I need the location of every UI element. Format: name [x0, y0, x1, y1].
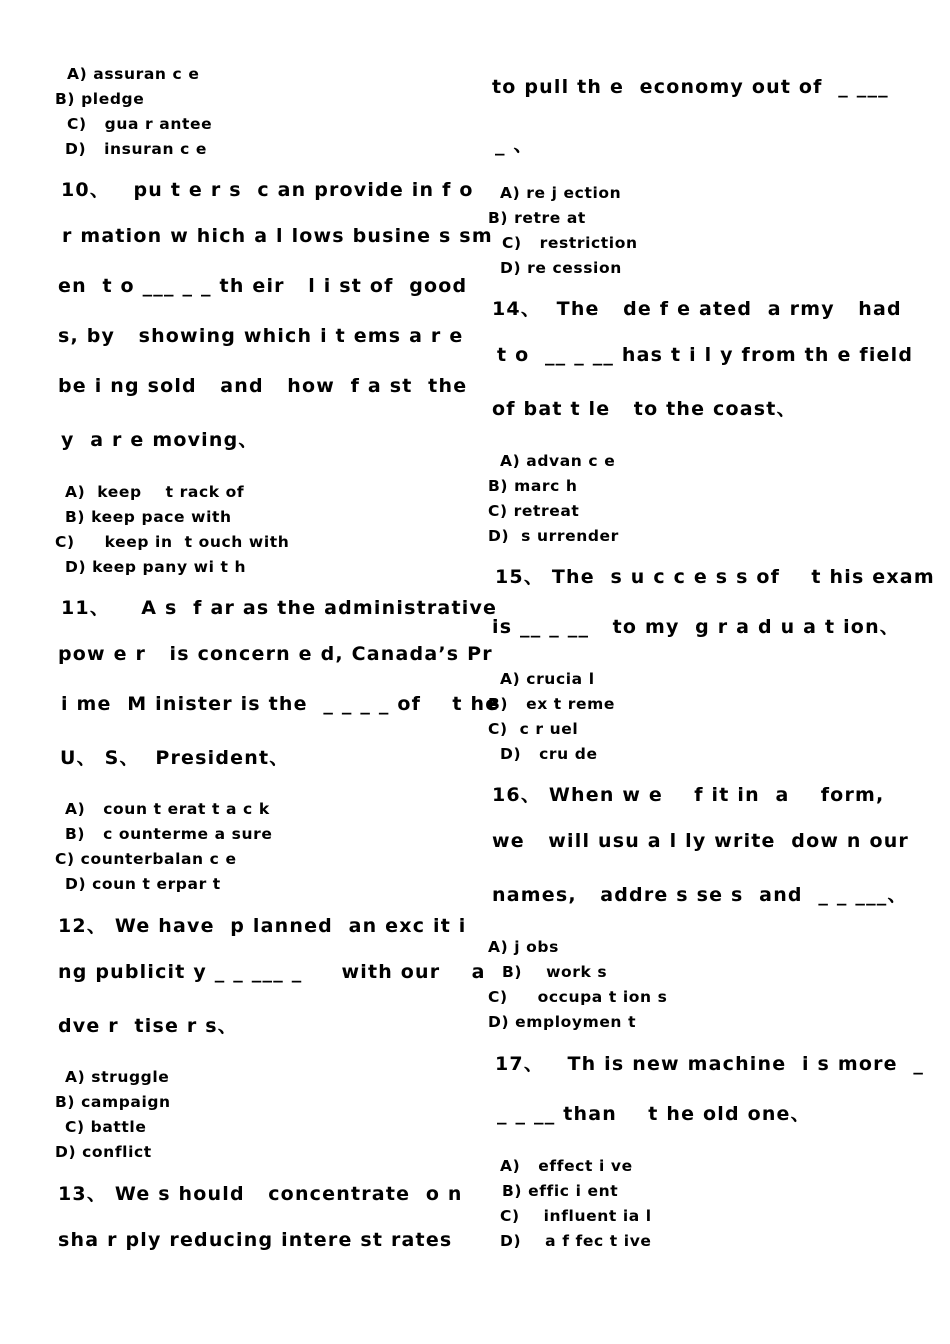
q11-option-b: B) c ounterme a sure [65, 825, 273, 843]
q10-option-b: B) keep pace with [65, 508, 232, 526]
q9-option-d: D) insuran c e [65, 140, 207, 158]
q13-option-b: B) retre at [488, 209, 586, 227]
q13-line-2: sha r ply reducing intere st rates [58, 1229, 453, 1251]
q15-option-d: D) cru de [500, 745, 598, 763]
q14-line-3: of bat t le to the coast、 [492, 398, 797, 420]
q14-option-b: B) marc h [488, 477, 578, 495]
q10-line-2: r mation w hich a l lows busine s sm [62, 225, 493, 247]
q16-line-1: 16、 When w e f it in a form, [492, 784, 885, 806]
q10-line-6: y a r e moving、 [61, 429, 259, 451]
q12-option-b: B) campaign [55, 1093, 171, 1111]
q16-line-2: we will usu a l ly write dow n our [492, 830, 909, 852]
q10-line-3: en t o ___ _ _ th eir l i st of good [58, 275, 468, 297]
q10-line-1: 10、 pu t e r s c an provide in f o [61, 179, 474, 201]
q16-line-3: names, addre s se s and _ _ ___、 [492, 884, 908, 906]
q15-option-c: C) c r uel [488, 720, 579, 738]
q11-line-3: i me M inister is the _ _ _ _ of t he [61, 693, 500, 715]
q15-option-a: A) crucia l [500, 670, 595, 688]
q12-line-1: 12、 We have p lanned an exc it i [58, 915, 467, 937]
q15-option-b: B) ex t reme [488, 695, 616, 713]
q11-line-2: pow e r is concern e d, Canada’s Pr [58, 643, 493, 665]
q14-option-c: C) retreat [488, 502, 580, 520]
q17-option-d: D) a f fec t ive [500, 1232, 652, 1250]
q9-option-a: A) assuran c e [67, 65, 200, 83]
q17-option-b: B) effic i ent [502, 1182, 619, 1200]
q16-option-c: C) occupa t ion s [488, 988, 668, 1006]
q17-option-c: C) influent ia l [500, 1207, 652, 1225]
q11-option-d: D) coun t erpar t [65, 875, 221, 893]
q10-option-c: C) keep in t ouch with [55, 533, 290, 551]
q11-line-4: U、 S、 President、 [60, 747, 290, 769]
q9-option-b: B) pledge [55, 90, 145, 108]
q12-option-c: C) battle [65, 1118, 147, 1136]
q12-option-d: D) conflict [55, 1143, 152, 1161]
q16-option-d: D) employmen t [488, 1013, 637, 1031]
q11-option-a: A) coun t erat t a c k [65, 800, 270, 818]
q9-option-c: C) gua r antee [67, 115, 213, 133]
q13-option-d: D) re cession [500, 259, 622, 277]
q13-line-1: 13、 We s hould concentrate o n [58, 1183, 463, 1205]
q14-line-1: 14、 The de f e ated a rmy had [492, 298, 902, 320]
q13-cont-line-2: _ 、 [495, 134, 534, 156]
q15-line-2: is __ _ __ to my g r a d u a t ion、 [492, 616, 900, 638]
q14-option-d: D) s urrender [488, 527, 619, 545]
q12-line-3: dve r tise r s、 [58, 1015, 238, 1037]
q17-option-a: A) effect i ve [500, 1157, 633, 1175]
q11-option-c: C) counterbalan c e [55, 850, 237, 868]
q17-line-1: 17、 Th is new machine i s more _ [495, 1053, 925, 1075]
q10-line-4: s, by showing which i t ems a r e [58, 325, 464, 347]
q16-option-b: B) work s [502, 963, 608, 981]
q16-option-a: A) j obs [488, 938, 559, 956]
q12-line-2: ng publicit y _ _ ___ _ with our a [58, 961, 486, 983]
q12-option-a: A) struggle [65, 1068, 170, 1086]
q10-option-a: A) keep t rack of [65, 483, 245, 501]
q14-option-a: A) advan c e [500, 452, 616, 470]
q15-line-1: 15、 The s u c c e s s of t his exam [495, 566, 935, 588]
q13-cont-line-1: to pull th e economy out of _ ___ [492, 76, 889, 98]
q14-line-2: t o __ _ __ has t i l y from th e field [497, 344, 914, 366]
q10-option-d: D) keep pany wi t h [65, 558, 247, 576]
q13-option-a: A) re j ection [500, 184, 622, 202]
q11-line-1: 11、 A s f ar as the administrative [61, 597, 498, 619]
q17-line-2: _ _ __ than t he old one、 [497, 1103, 811, 1125]
q13-option-c: C) restriction [502, 234, 638, 252]
q10-line-5: be i ng sold and how f a st the [58, 375, 468, 397]
